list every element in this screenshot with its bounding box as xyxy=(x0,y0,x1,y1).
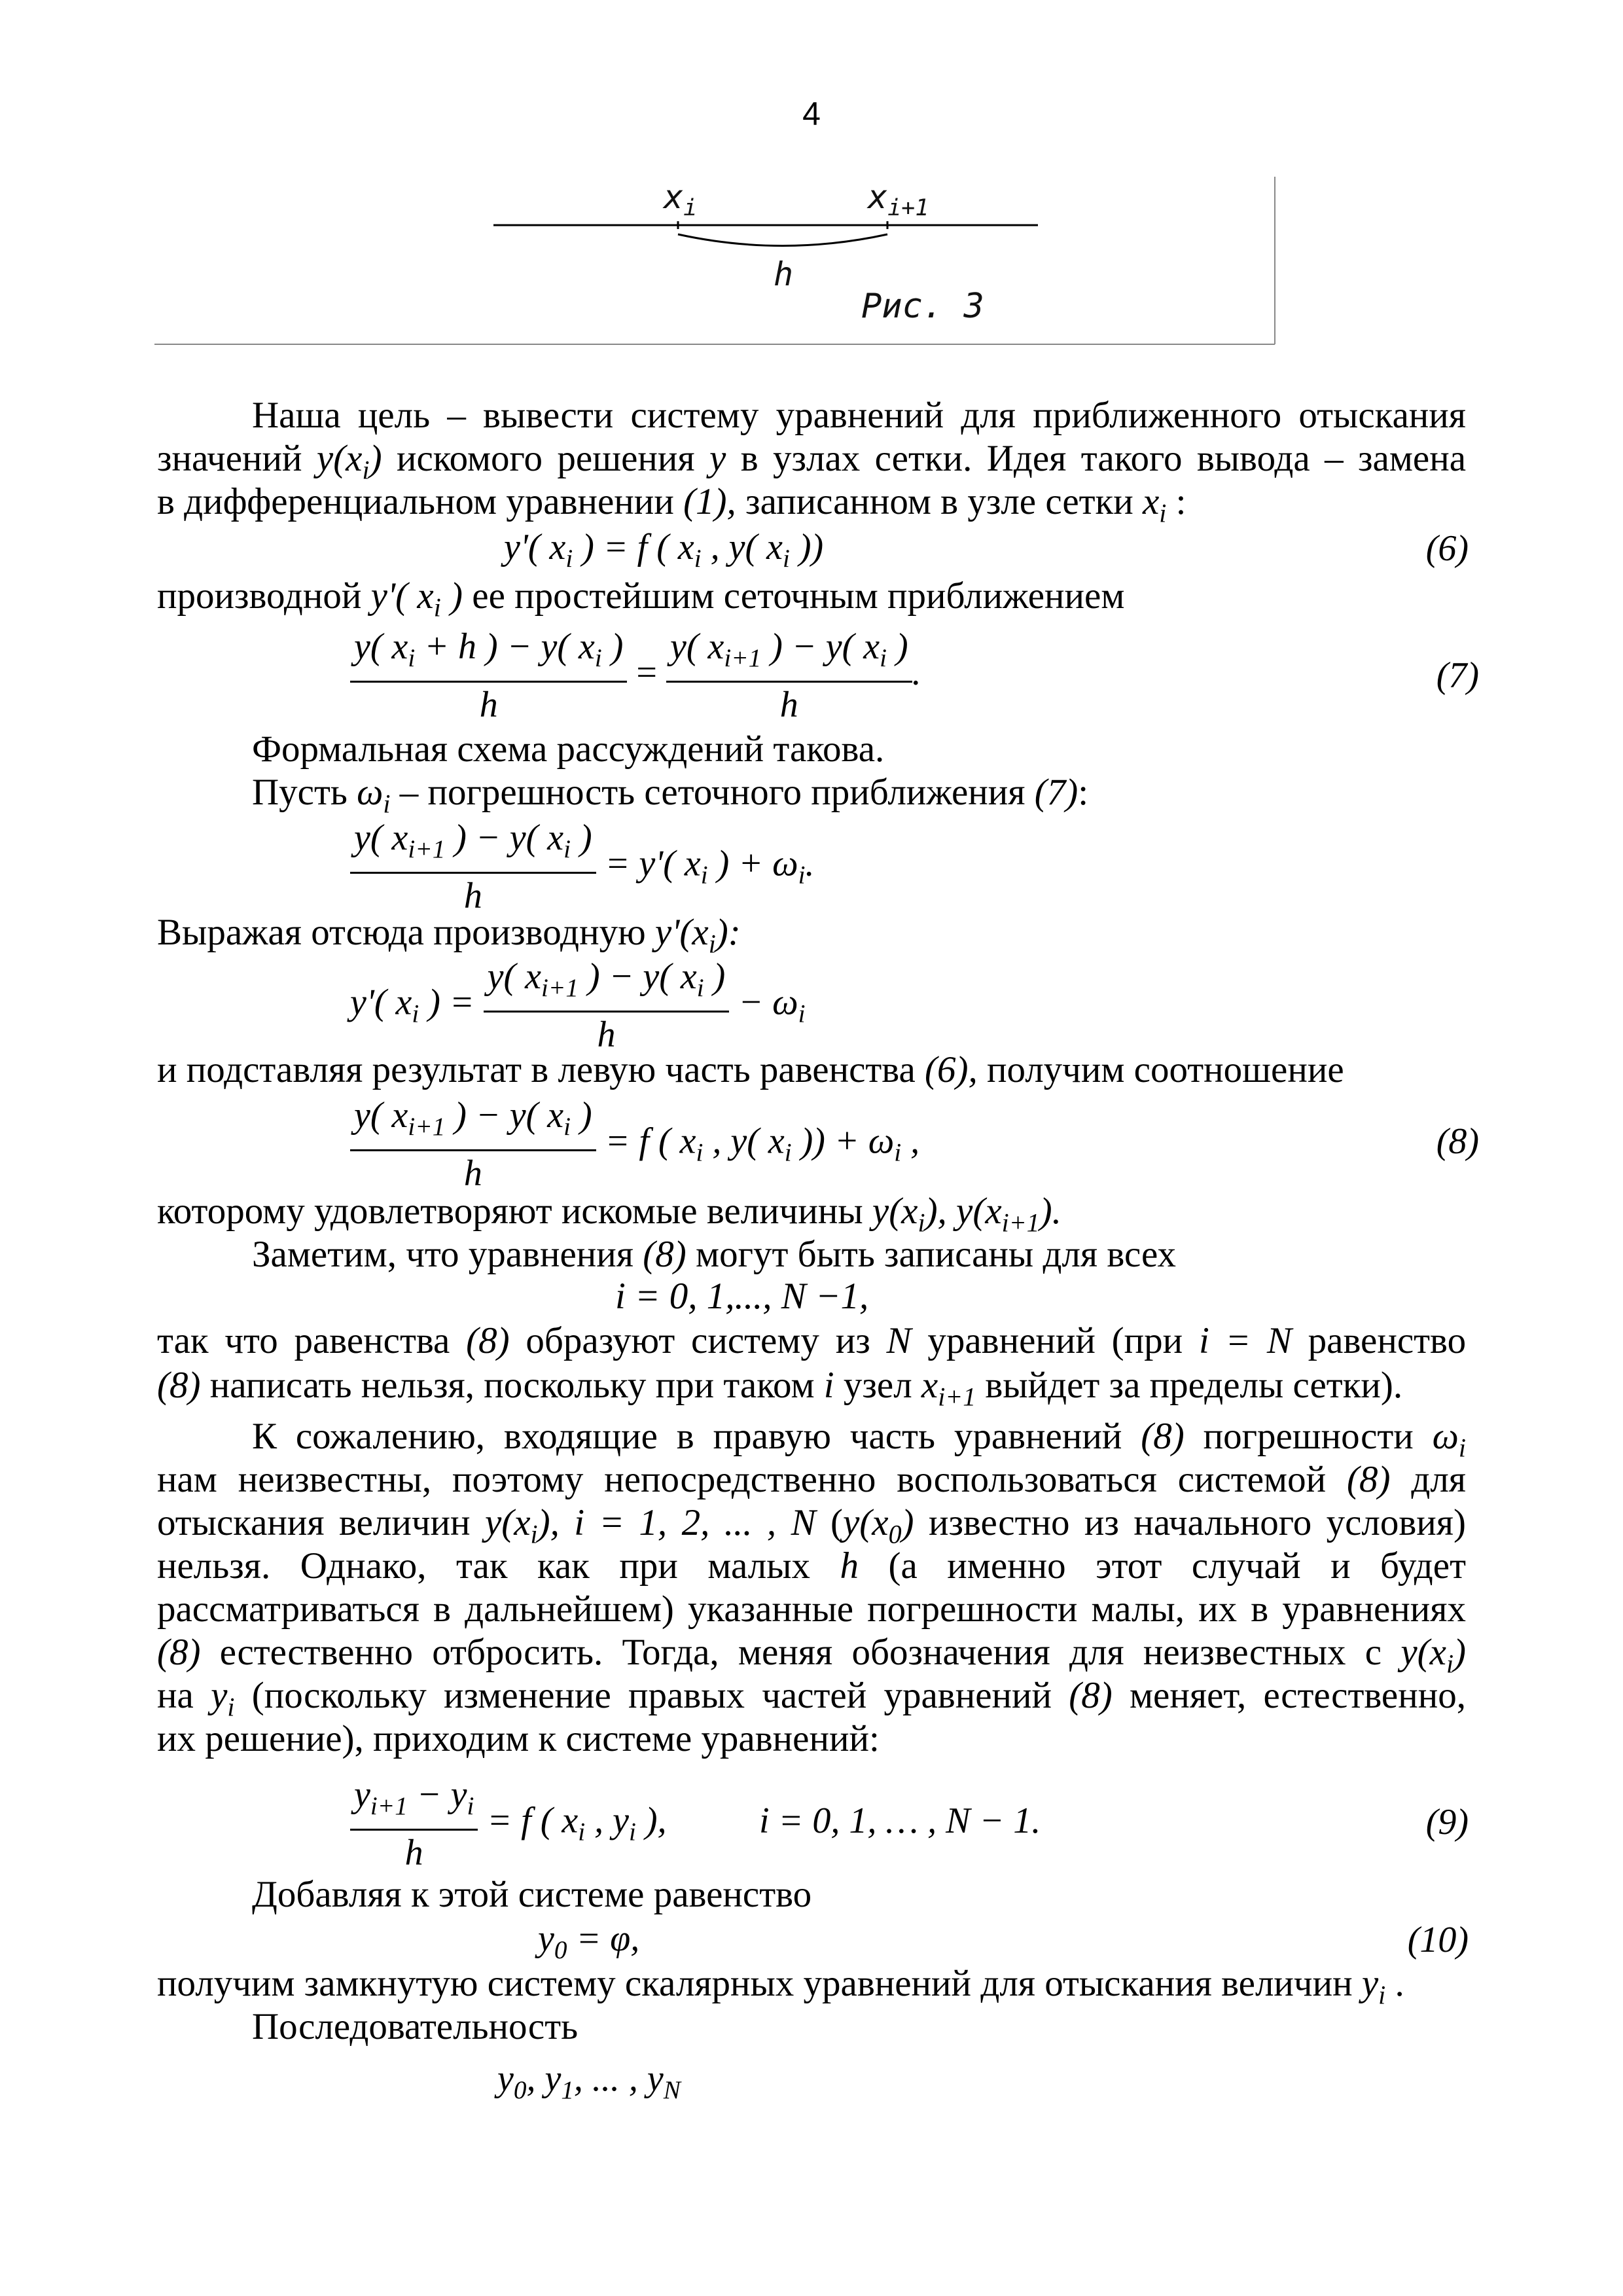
label-h: h xyxy=(774,255,794,293)
para9-line2: Последовательность xyxy=(252,2006,579,2047)
eq7-frac-right: $\frac{y( x_{i+1} ) - y( x_i )}{h}$ xyxy=(666,627,912,725)
para7-line3: отыскания величин $y(x_i)$, i = 1, 2, ... , N ($y(x_0)$ известно из начального условия) xyxy=(157,1502,1466,1549)
equation-9-range: i = 0, 1, … , N − 1. xyxy=(759,1801,1041,1841)
para1-line2: значений $y(x_i)$ искомого решения y в узлах сетки. Идея такого вывода – замена xyxy=(157,438,1466,485)
step-brace xyxy=(678,234,887,246)
equation-8-number: (8) xyxy=(1436,1121,1479,1162)
para7-line6: (8) естественно отбросить. Тогда, меняя обозначения для неизвестных с $y(x_i)$ xyxy=(157,1632,1467,1679)
para6-line4: так что равенства (8) образуют систему из N уравнений (при i = N равенство xyxy=(157,1320,1467,1361)
para1-line3: в дифференциальном уравнении (1), записанном в узле сетки $x_i$ : xyxy=(157,481,1186,528)
para3-line1: Формальная схема рассуждений такова. xyxy=(252,728,885,770)
para5-line: и подставляя результат в левую часть равенства (6), получим соотношение xyxy=(157,1049,1344,1090)
equation-7: $\frac{y( x_i + h ) - y( x_i )}{h}$ = $\frac{y( x_{i+1} ) - y( x_i )}{h}$ . xyxy=(350,627,921,725)
para7-line5: рассматриваться в дальнейшем) указанные погрешности малы, их в уравнениях xyxy=(157,1588,1466,1630)
para7-line7: на $y_i$ (поскольку изменение правых частей уравнений (8) меняет, естественно, xyxy=(157,1675,1466,1722)
equation-7-number: (7) xyxy=(1436,655,1479,696)
para3-line2: Пусть $\omega_i$ – погрешность сеточного приближения (7): xyxy=(252,772,1089,819)
para7-line2: нам неизвестны, поэтому непосредственно воспользоваться системой (8) для xyxy=(157,1459,1466,1500)
para6-line1: которому удовлетворяют искомые величины $y(x_i)$, $y(x_{i+1})$. xyxy=(157,1191,1061,1238)
para1-line1: Наша цель – вывести систему уравнений для приближенного отыскания xyxy=(252,395,1466,436)
equation-10-number: (10) xyxy=(1407,1920,1469,1960)
para6-range: i = 0, 1,..., N −1, xyxy=(615,1276,869,1317)
para2-line: производной y'( $x_i$ ) ее простейшим сеточным приближением xyxy=(157,575,1125,622)
para7-line1: К сожалению, входящие в правую часть уравнений (8) погрешности $\omega_i$ xyxy=(252,1416,1467,1463)
para8-line: Добавляя к этой системе равенство xyxy=(252,1874,812,1915)
figure-drawing xyxy=(154,175,1287,347)
equation-9: $\frac{y_{i+1} - y_i}{h}$ = f ( $x_i$ , $y_i$ ), xyxy=(350,1775,667,1873)
para7-line8: их решение), приходим к системе уравнений: xyxy=(157,1718,880,1759)
equation-6-number: (6) xyxy=(1425,528,1469,569)
equation-derivative: y'( $x_i$ ) = $\frac{y( x_{i+1} ) - y( x_i )}{h}$ − $\omega_i$ xyxy=(350,956,806,1056)
eq7-frac-left: $\frac{y( x_i + h ) - y( x_i )}{h}$ xyxy=(350,627,627,725)
label-xi: $x_i$ xyxy=(664,178,698,221)
page-number: 4 xyxy=(802,96,821,132)
para4-line: Выражая отсюда производную $y'(x_i)$: xyxy=(157,912,741,959)
para6-line5: (8) написать нельзя, поскольку при таком i узел $x_{i+1}$ выйдет за пределы сетки). xyxy=(157,1365,1403,1412)
para7-line4: нельзя. Однако, так как при малых h (а именно этот случай и будет xyxy=(157,1545,1466,1587)
equation-error: $\frac{y( x_{i+1} ) - y( x_i )}{h}$ = y'( $x_i$ ) + $\omega_i$. xyxy=(350,818,815,916)
equation-6: y'( $x_i$ ) = f ( $x_i$ , y( $x_i$ )) xyxy=(504,527,824,573)
equation-10: $y_0 = \varphi$, xyxy=(538,1918,640,1965)
figure-3 xyxy=(154,175,1287,347)
para9-line1: получим замкнутую систему скалярных уравнений для отыскания величин $y_i$ . xyxy=(157,1963,1404,2010)
equation-9-number: (9) xyxy=(1425,1802,1469,1842)
para6-line2: Заметим, что уравнения (8) могут быть записаны для всех xyxy=(252,1234,1177,1275)
figure-caption: Рис. 3 xyxy=(861,287,984,326)
sequence: $y_0$, $y_1$, ... , $y_N$ xyxy=(497,2058,681,2105)
label-xi1: $x_{i+1}$ xyxy=(868,178,929,221)
equation-8: $\frac{y( x_{i+1} ) - y( x_i )}{h}$ = f ( $x_i$ , y( $x_i$ )) + $\omega_i$ , xyxy=(350,1096,919,1193)
